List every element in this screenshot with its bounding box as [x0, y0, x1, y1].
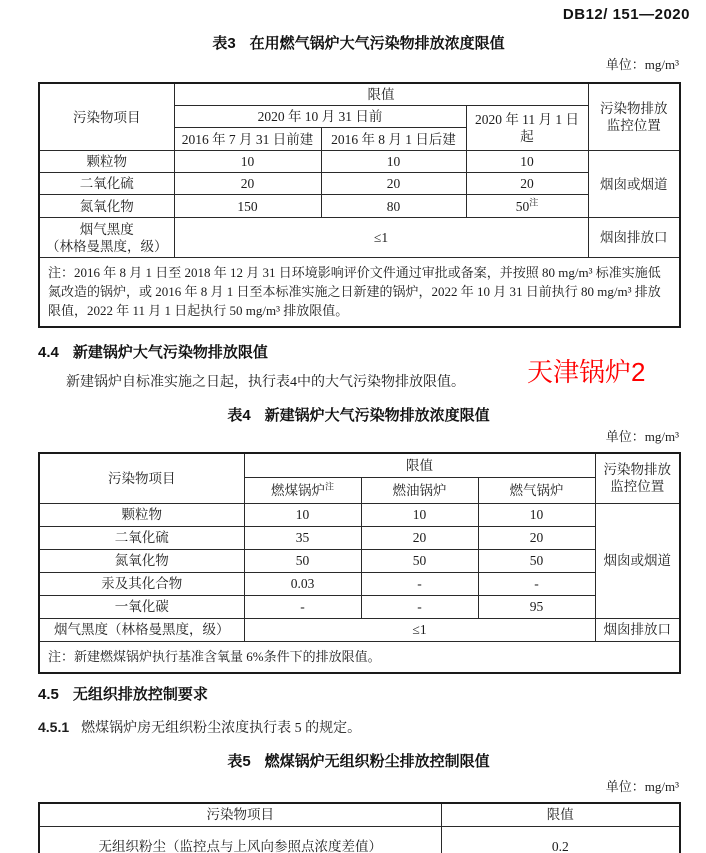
note-superscript: 注	[529, 197, 539, 207]
table3-cell: 20	[466, 173, 588, 195]
table4-title-text: 新建锅炉大气污染物排放浓度限值	[264, 407, 490, 424]
table3-header-pollutant: 污染物项目	[39, 83, 174, 151]
table3-smoke-name-line1: 烟气黑度	[79, 221, 134, 237]
table4-header-location-line1: 污染物排放	[603, 462, 672, 478]
table3-header-location-line1: 污染物排放	[600, 101, 668, 116]
table4-header-limit: 限值	[244, 453, 595, 477]
table4-cell: 35	[244, 526, 361, 549]
section-4-5-1	[38, 718, 679, 738]
table-row	[39, 595, 680, 618]
table3-smoke-name	[39, 218, 174, 258]
table4-header-coal: 燃煤锅炉$^注$	[244, 477, 361, 503]
table4-cell: 50	[361, 549, 478, 572]
table3-cell: 150	[174, 195, 321, 218]
table4-header-oil: 燃油锅炉	[361, 477, 478, 503]
table5-title	[38, 752, 679, 772]
table3-cell: 10	[174, 151, 321, 173]
table4-cell: 20	[478, 526, 595, 549]
table3-row-name: 二氧化硫	[39, 173, 174, 195]
table3-header-location	[588, 83, 680, 151]
table4-smoke-value: ≤1	[244, 618, 595, 641]
table5-cell: 0.2	[441, 827, 680, 853]
section-4-5-heading	[38, 686, 679, 704]
table4-row-name: 二氧化硫	[39, 526, 244, 549]
table-row	[39, 526, 680, 549]
table4-location-main: 烟囱或烟道	[595, 503, 680, 618]
table3-cell: 20	[174, 173, 321, 195]
table3	[38, 82, 681, 328]
table5-row-name: 无组织粉尘（监控点与上风向参照点浓度差值）	[39, 827, 441, 853]
table-row	[39, 151, 680, 173]
table4-cell: -	[361, 572, 478, 595]
table5-unit-label: 单位：mg/m³	[605, 778, 679, 794]
table4-cell: 10	[478, 503, 595, 526]
table4-cell: 10	[244, 503, 361, 526]
table4-cell: 50	[244, 549, 361, 572]
table4-row-name: 汞及其化合物	[39, 572, 244, 595]
table4	[38, 452, 681, 674]
table-row	[39, 618, 680, 641]
table3-title-text: 在用燃气锅炉大气污染物排放浓度限值	[249, 35, 505, 52]
table4-cell: -	[478, 572, 595, 595]
table3-cell: $50^注$	[466, 195, 588, 218]
table3-header-built-before: 2016 年 7 月 31 日前建	[174, 128, 321, 151]
table3-header-location-line2: 监控位置	[606, 118, 661, 133]
table3-note: 注：2016 年 8 月 1 日至 2018 年 12 月 31 日环境影响评价文件通过审批或备案，并按照 80 mg/m³ 标准实施低氮改造的锅炉，或 2016 年 8 月 1 日至本标准实施之日新建的锅炉，2022 年 10 月 31 日前执行 80 mg/m³ 排放限值，2022 年 11 月 1 日起执行 50 mg/m³ 排放限值。	[39, 258, 680, 328]
table-row	[39, 572, 680, 595]
table3-header-limit: 限值	[174, 83, 588, 106]
table3-cell: 80	[321, 195, 466, 218]
table3-row-name: 氮氧化物	[39, 195, 174, 218]
table3-location-main: 烟囱或烟道	[588, 151, 680, 218]
table-row	[39, 503, 680, 526]
table3-header-built-after: 2016 年 8 月 1 日后建	[321, 128, 466, 151]
table3-header-before-oct: 2020 年 10 月 31 日前	[174, 106, 466, 128]
table3-row-name: 颗粒物	[39, 151, 174, 173]
table3-unit-label: 单位：mg/m³	[605, 57, 679, 72]
table3-cell: 10	[466, 151, 588, 173]
table4-cell: -	[361, 595, 478, 618]
table4-cell: -	[244, 595, 361, 618]
table3-cell: 20	[321, 173, 466, 195]
section-4-5-1-number: 4.5.1	[38, 718, 70, 735]
table3-title-label: 表3	[212, 35, 236, 52]
table4-title	[38, 406, 679, 426]
section-4-4-number: 4.4	[38, 344, 59, 361]
table-row	[39, 173, 680, 195]
table4-note: 注：新建燃煤锅炉执行基准含氧量 6%条件下的排放限值。	[39, 641, 680, 673]
table-row	[39, 218, 680, 258]
table4-header-location	[595, 453, 680, 503]
section-4-5-title: 无组织排放控制要求	[72, 685, 208, 703]
table4-cell: 95	[478, 595, 595, 618]
table3-smoke-location: 烟囱排放口	[588, 218, 680, 258]
table5-header-limit: 限值	[441, 803, 680, 827]
table4-header-pollutant: 污染物项目	[39, 453, 244, 503]
table4-row-name: 氮氧化物	[39, 549, 244, 572]
table3-smoke-value: ≤1	[174, 218, 588, 258]
table4-cell: 0.03	[244, 572, 361, 595]
section-4-4-title: 新建锅炉大气污染物排放限值	[72, 344, 268, 361]
table3-smoke-name-line2: （林格曼黑度，级）	[46, 238, 168, 254]
table4-header-gas: 燃气锅炉	[478, 477, 595, 503]
table-row	[39, 549, 680, 572]
table-row	[39, 827, 680, 853]
red-annotation: 天津锅炉2	[527, 357, 646, 387]
section-4-4-body: 新建锅炉自标准实施之日起，执行表4中的大气污染物排放限值。	[66, 375, 465, 390]
table4-cell: 50	[478, 549, 595, 572]
table4-header-location-line2: 监控位置	[610, 479, 665, 495]
table5-header-pollutant: 污染物项目	[39, 803, 441, 827]
table4-row-name: 颗粒物	[39, 503, 244, 526]
table-row	[39, 195, 680, 218]
table4-smoke-name: 烟气黑度（林格曼黑度，级）	[39, 618, 244, 641]
table5-title-text: 燃煤锅炉无组织粉尘排放控制限值	[264, 752, 490, 770]
table3-title	[38, 34, 679, 54]
section-4-5-number: 4.5	[38, 685, 59, 703]
table4-row-name: 一氧化碳	[39, 595, 244, 618]
table3-cell: 10	[321, 151, 466, 173]
page-content	[38, 30, 679, 853]
note-superscript: 注	[324, 481, 334, 491]
table5	[38, 802, 681, 853]
table3-header-from-nov: 2020 年 11 月 1 日起	[466, 106, 588, 151]
table4-unit-label: 单位：mg/m³	[605, 429, 679, 444]
table4-cell: 20	[361, 526, 478, 549]
section-4-5-1-body: 燃煤锅炉房无组织粉尘浓度执行表 5 的规定。	[81, 720, 362, 736]
table4-cell: 10	[361, 503, 478, 526]
table4-title-label: 表4	[227, 407, 251, 424]
table5-title-label: 表5	[227, 752, 251, 770]
table4-smoke-location: 烟囱排放口	[595, 618, 680, 641]
doc-number: DB12/ 151—2020	[562, 6, 690, 23]
